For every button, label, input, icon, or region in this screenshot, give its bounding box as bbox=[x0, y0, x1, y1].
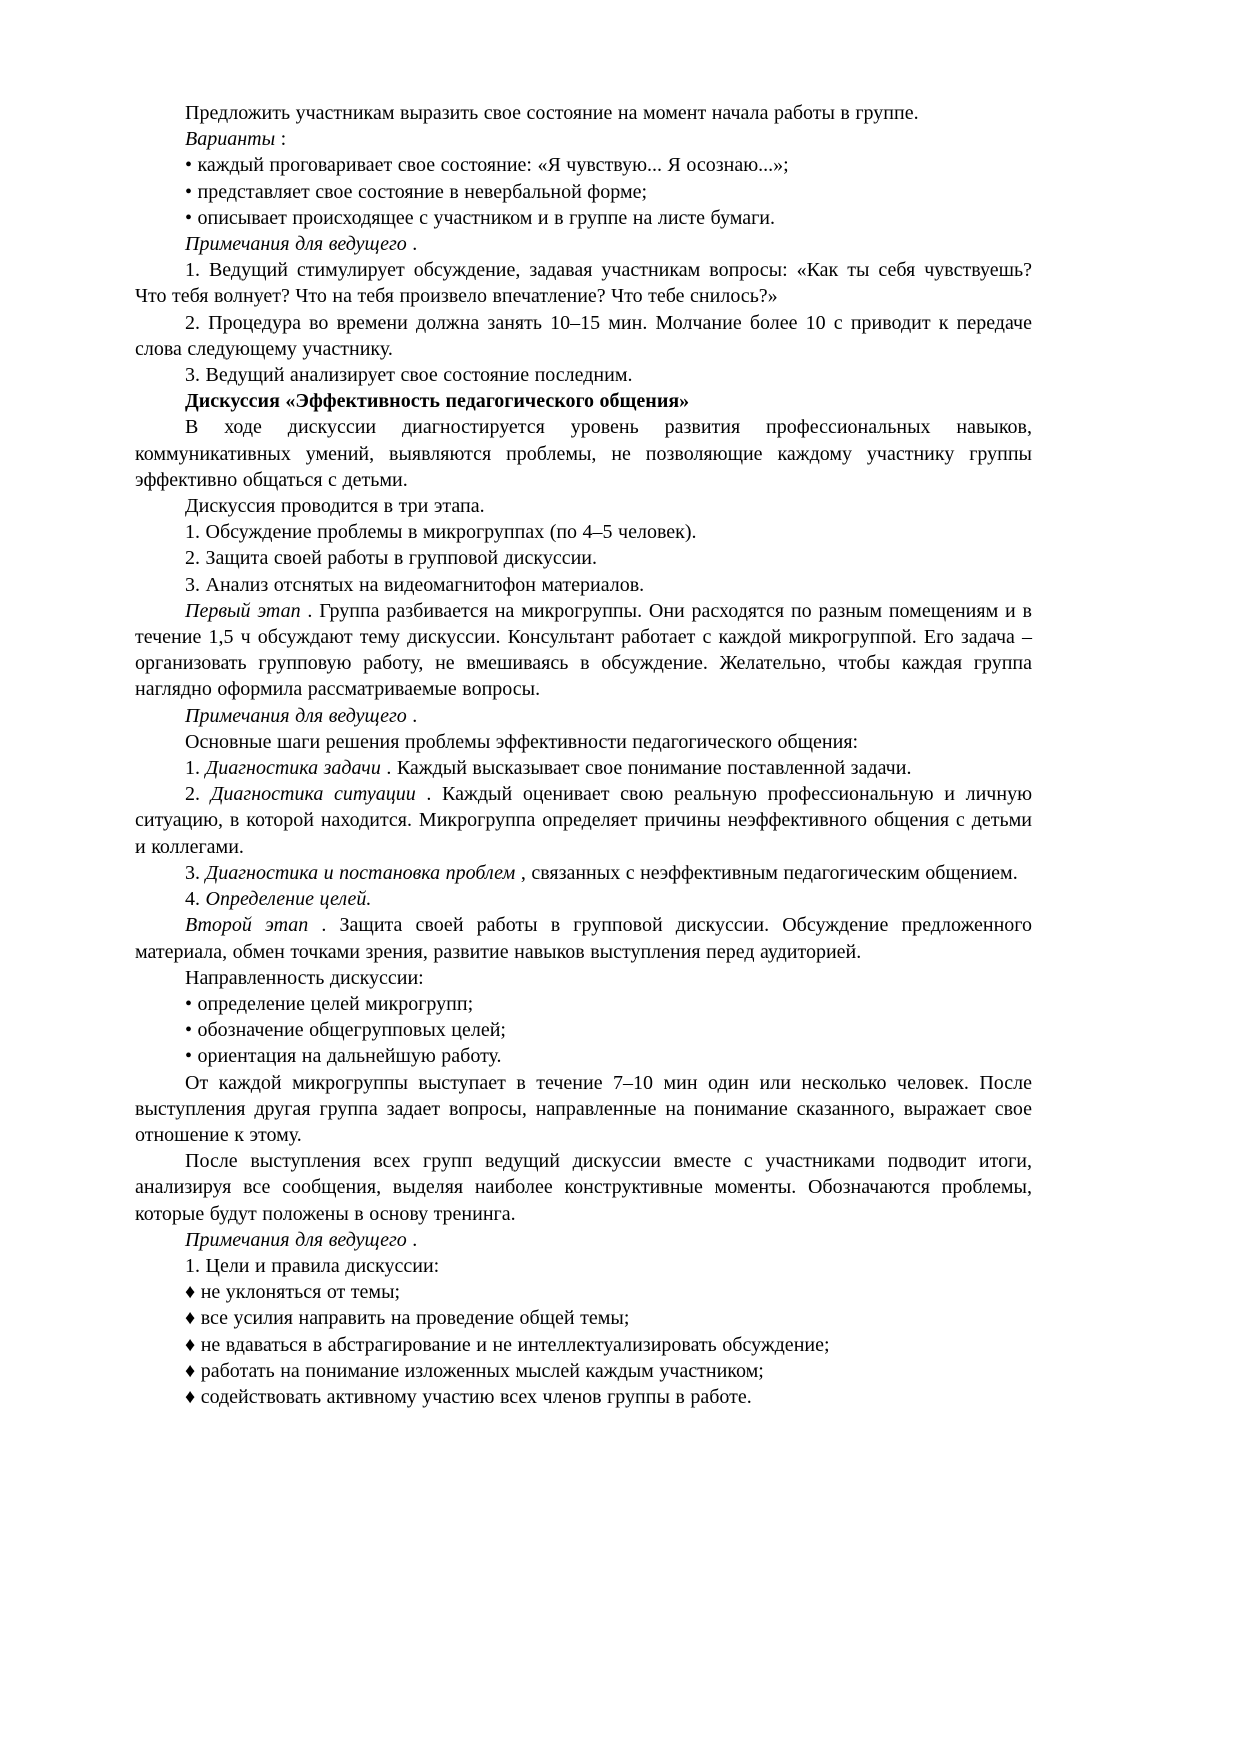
diamond-bullet-item bbox=[135, 1305, 1032, 1331]
numbered-item bbox=[135, 545, 1032, 571]
diamond-bullet-item bbox=[135, 1384, 1032, 1410]
text-run: 4. bbox=[185, 888, 206, 911]
text-run: Примечания для ведущего bbox=[185, 233, 407, 256]
text-run: . Защита своей работы в групповой дискуссии. Обсуждение предложенного материала, обмен точками зрения, развитие навыков выступления перед аудиторией. bbox=[135, 914, 1033, 963]
paragraph bbox=[135, 493, 1032, 519]
bullet-item bbox=[135, 205, 1032, 231]
text-run: • каждый проговаривает свое состояние: «Я чувствую... Я осознаю...»; bbox=[185, 154, 789, 177]
text-run: . bbox=[406, 704, 418, 727]
text-run: Дискуссия «Эффективность педагогического общения» bbox=[185, 390, 690, 413]
text-run: Диагностика ситуации bbox=[210, 783, 416, 806]
text-run: • описывает происходящее с участником и в группе на листе бумаги. bbox=[185, 206, 775, 229]
bullet-item bbox=[135, 179, 1032, 205]
numbered-item bbox=[135, 781, 1032, 860]
paragraph bbox=[135, 1253, 1032, 1279]
text-run: 1. Цели и правила дискуссии: bbox=[185, 1254, 440, 1277]
text-run: Варианты bbox=[185, 128, 276, 151]
document-body bbox=[135, 100, 1032, 1410]
section-heading bbox=[135, 388, 1032, 414]
paragraph bbox=[135, 100, 1032, 126]
bullet-item bbox=[135, 991, 1032, 1017]
text-run: . Группа разбивается на микрогруппы. Они расходятся по разным помещениям и в течение 1,5 ч обсуждают тему дискуссии. Консультант работает с каждой микрогруппой. Его задача – организовать групповую работу, не вмешиваясь в обсуждение. Желательно, чтобы каждая группа наглядно оформила рассматриваемые вопросы. bbox=[135, 599, 1032, 701]
text-run: , связанных с неэффективным педагогическим общением. bbox=[515, 861, 1018, 884]
text-run: • обозначение общегрупповых целей; bbox=[185, 1019, 506, 1042]
text-run: Основные шаги решения проблемы эффективности педагогического общения: bbox=[185, 730, 859, 753]
text-run: ♦ содействовать активному участию всех членов группы в работе. bbox=[185, 1385, 752, 1408]
text-run: • представляет свое состояние в невербальной форме; bbox=[185, 180, 648, 203]
text-run: 1. bbox=[185, 757, 206, 780]
text-run: • определение целей микрогрупп; bbox=[185, 992, 474, 1015]
text-run: ♦ не уклоняться от темы; bbox=[185, 1281, 401, 1304]
numbered-item bbox=[135, 886, 1032, 912]
numbered-item bbox=[135, 755, 1032, 781]
text-run: • ориентация на дальнейшую работу. bbox=[185, 1045, 502, 1068]
numbered-item bbox=[135, 572, 1032, 598]
paragraph bbox=[135, 703, 1032, 729]
text-run: ♦ все усилия направить на проведение общей темы; bbox=[185, 1307, 630, 1330]
paragraph bbox=[135, 598, 1032, 703]
paragraph bbox=[135, 257, 1032, 309]
text-run: Диагностика и постановка проблем bbox=[205, 861, 516, 884]
paragraph bbox=[135, 414, 1032, 493]
text-run: 1. Обсуждение проблемы в микрогруппах (по 4–5 человек). bbox=[185, 521, 697, 544]
diamond-bullet-item bbox=[135, 1358, 1032, 1384]
text-run: Первый этап bbox=[185, 599, 301, 622]
text-run: 2. Процедура во времени должна занять 10–15 мин. Молчание более 10 с приводит к передаче слова следующему участнику. bbox=[135, 311, 1032, 360]
paragraph bbox=[135, 729, 1032, 755]
paragraph bbox=[135, 362, 1032, 388]
text-run: 1. Ведущий стимулирует обсуждение, задавая участникам вопросы: «Как ты себя чувствуешь? Что тебя волнует? Что на тебя произвело впечатление? Что тебе снилось?» bbox=[135, 259, 1032, 308]
text-run: . bbox=[406, 233, 418, 256]
text-run: ♦ работать на понимание изложенных мыслей каждым участником; bbox=[185, 1359, 764, 1382]
bullet-item bbox=[135, 1043, 1032, 1069]
text-run: После выступления всех групп ведущий дискуссии вместе с участниками подводит итоги, анализируя все сообщения, выделяя наиболее конструктивные моменты. Обозначаются проблемы, которые будут положены в основу тренинга. bbox=[135, 1150, 1032, 1225]
text-run: Второй этап bbox=[185, 914, 309, 937]
text-run: . Каждый высказывает свое понимание поставленной задачи. bbox=[380, 757, 912, 780]
bullet-item bbox=[135, 152, 1032, 178]
text-run: Примечания для ведущего bbox=[185, 1228, 407, 1251]
text-run: . Каждый оценивает свою реальную профессиональную и личную ситуацию, в которой находится. Микрогруппа определяет причины неэффективного общения с детьми и коллегами. bbox=[135, 783, 1033, 858]
text-run: Предложить участникам выразить свое состояние на момент начала работы в группе. bbox=[185, 102, 919, 124]
paragraph bbox=[135, 126, 1032, 152]
text-run: 3. bbox=[185, 861, 206, 884]
text-run: Направленность дискуссии: bbox=[185, 966, 424, 989]
paragraph bbox=[135, 1148, 1032, 1227]
diamond-bullet-item bbox=[135, 1332, 1032, 1358]
paragraph bbox=[135, 912, 1032, 964]
text-run: Диагностика задачи bbox=[205, 757, 381, 780]
paragraph bbox=[135, 965, 1032, 991]
numbered-item bbox=[135, 860, 1032, 886]
paragraph bbox=[135, 1070, 1032, 1149]
text-run: 2. Защита своей работы в групповой дискуссии. bbox=[185, 547, 597, 570]
text-run: Определение целей. bbox=[205, 888, 372, 911]
text-run: : bbox=[275, 128, 287, 151]
text-run: В ходе дискуссии диагностируется уровень развития профессиональных навыков, коммуникативных умений, выявляются проблемы, не позволяющие каждому участнику группы эффективно общаться с детьми. bbox=[135, 416, 1032, 491]
bullet-item bbox=[135, 1017, 1032, 1043]
text-run: Дискуссия проводится в три этапа. bbox=[185, 495, 485, 518]
text-run: Примечания для ведущего bbox=[185, 704, 407, 727]
diamond-bullet-item bbox=[135, 1279, 1032, 1305]
text-run: ♦ не вдаваться в абстрагирование и не интеллектуализировать обсуждение; bbox=[185, 1333, 830, 1356]
paragraph bbox=[135, 1227, 1032, 1253]
numbered-item bbox=[135, 519, 1032, 545]
text-run: . bbox=[406, 1228, 418, 1251]
text-run: 3. Ведущий анализирует свое состояние последним. bbox=[185, 364, 633, 387]
text-run: 3. Анализ отснятых на видеомагнитофон материалов. bbox=[185, 573, 645, 596]
paragraph bbox=[135, 231, 1032, 257]
paragraph bbox=[135, 310, 1032, 362]
text-run: 2. bbox=[185, 783, 211, 806]
text-run: От каждой микрогруппы выступает в течение 7–10 мин один или несколько человек. После выступления другая группа задает вопросы, направленные на понимание сказанного, выражает свое отношение к этому. bbox=[135, 1071, 1032, 1146]
